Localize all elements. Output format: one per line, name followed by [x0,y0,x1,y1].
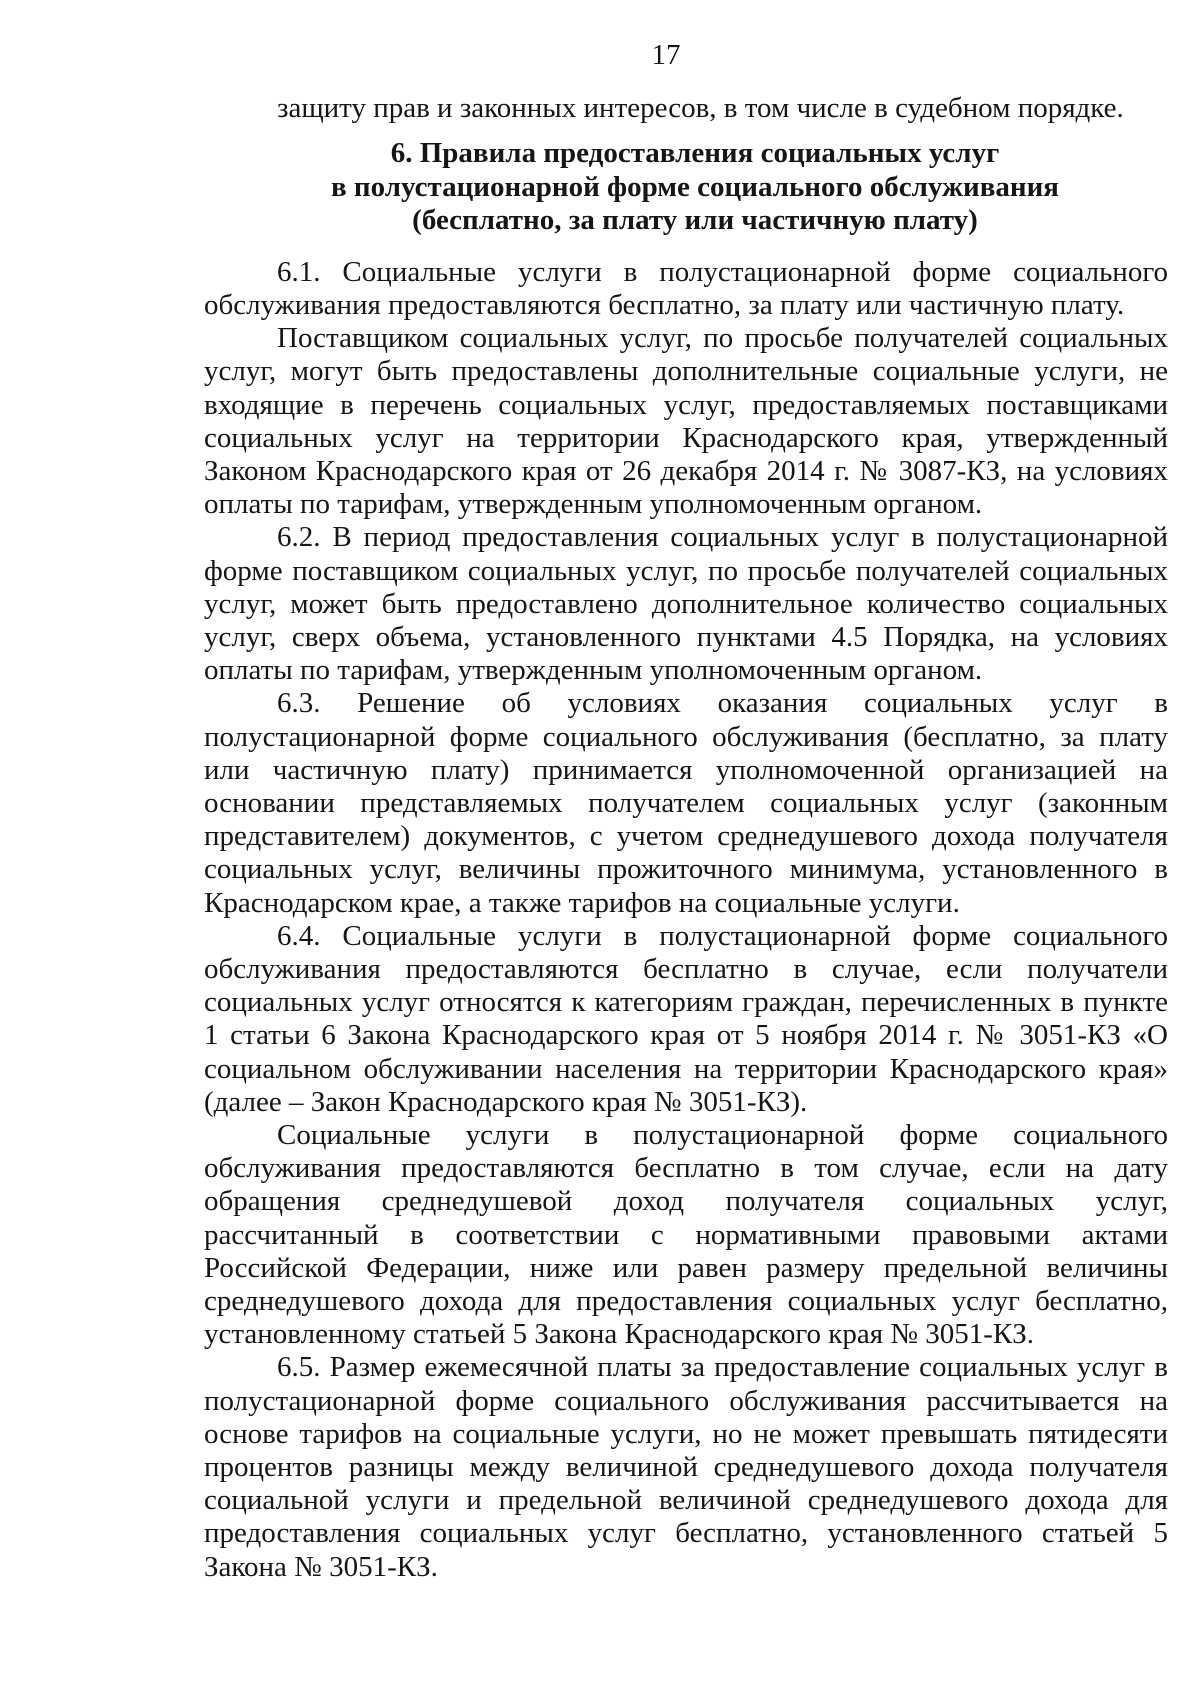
paragraph-6-5: 6.5. Размер ежемесячной платы за предоставление социальных услуг в полустационарной форме социального обслуживания рассчитывается на основе тарифов на социальные услуги, но не может превышать пятидесяти процентов разницы между величиной среднедушевого дохода получателя социальной услуги и предельной величиной среднедушевого дохода для предоставления социальных услуг бесплатно, установленного статьей 5 Закона № 3051-КЗ. [204,1351,1168,1583]
section-heading-line-1: 6. Правила предоставления социальных услуг [390,137,1000,170]
paragraph-6-2: 6.2. В период предоставления социальных услуг в полустационарной форме поставщиком социальных услуг, по просьбе получателей социальных услуг, может быть предоставлено дополнительное количество социальных услуг, сверх объема, установленного пунктами 4.5 Порядка, на условиях оплаты по тарифам, утвержденным уполномоченным органом. [204,521,1168,687]
paragraph-6-4-free-condition: Социальные услуги в полустационарной форме социального обслуживания предоставляются бесплатно в том случае, если на дату обращения среднедушевой доход получателя социальных услуг, рассчитанный в соответствии с нормативными правовыми актами Российской Федерации, ниже или равен размеру предельной величины среднедушевого дохода для предоставления социальных услуг бесплатно, установленному статьей 5 Закона Краснодарского края № 3051-КЗ. [204,1118,1168,1351]
section-heading-line-2: в полустационарной форме социального обслуживания [331,170,1059,203]
page-number: 17 [651,39,681,71]
document-body [204,92,1168,1584]
paragraph-6-1-additional: Поставщиком социальных услуг, по просьбе получателей социальных услуг, могут быть предоставлены дополнительные социальные услуги, не входящие в перечень социальных услуг, предоставляемых поставщиками социальных услуг на территории Краснодарского края, утвержденный Законом Краснодарского края от 26 декабря 2014 г. № 3087-КЗ, на условиях оплаты по тарифам, утвержденным уполномоченным органом. [204,322,1168,521]
paragraph-6-1: 6.1. Социальные услуги в полустационарной форме социального обслуживания предоставляются бесплатно, за плату или частичную плату. [204,255,1168,321]
section-heading-line-3: (бесплатно, за плату или частичную плату) [412,204,978,237]
section-heading [204,137,1168,238]
paragraph-6-4: 6.4. Социальные услуги в полустационарной форме социального обслуживания предоставляются бесплатно в случае, если получатели социальных услуг относятся к категориям граждан, перечисленных в пункте 1 статьи 6 Закона Краснодарского края от 5 ноября 2014 г. № 3051-КЗ «О социальном обслуживании населения на территории Краснодарского края» (далее – Закон Краснодарского края № 3051-КЗ). [204,919,1168,1118]
paragraph-6-3: 6.3. Решение об условиях оказания социальных услуг в полустационарной форме социального обслуживания (бесплатно, за плату или частичную плату) принимается уполномоченной организацией на основании представляемых получателем социальных услуг (законным представителем) документов, с учетом среднедушевого дохода получателя социальных услуг, величины прожиточного минимума, установленного в Краснодарском крае, а также тарифов на социальные услуги. [204,687,1168,919]
continued-text: защиту прав и законных интересов, в том числе в судебном порядке. [277,92,1124,124]
